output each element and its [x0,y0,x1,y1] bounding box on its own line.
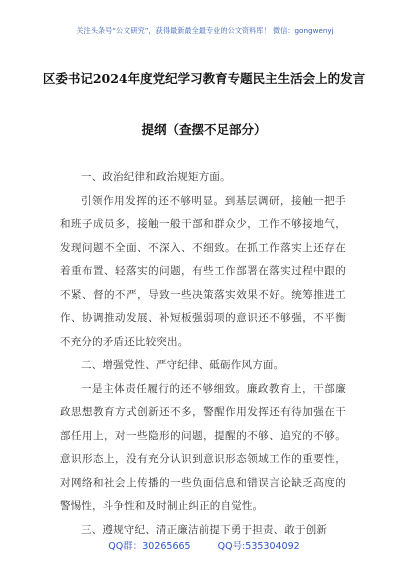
footer-contact [0,538,408,552]
document-title: 区委书记2024年度党纪学习教育专题民主生活会上的发言 [42,71,366,86]
body-paragraph-1: 引领作用发挥的还不够明显。到基层调研，接触一把手和班子成员多，接触一般干部和群众少，工作不够接地气，发现问题不全面、不深入、不细致。在抓工作落实上还存在着重布置、轻落实的问题，有些工作部署在落实过程中跟的不紧、督的不严，导致一些决策落实效果不好。统筹推进工作、协调推动发展、补短板强弱项的意识还不够强，不平衡不充分的矛盾还比较突出。 [60,194,346,348]
document-body [60,166,346,542]
body-paragraph-2: 一是主体责任履行的还不够细致。廉政教育上，干部廉政思想教育方式创新还不多，警醒作用发挥还有待加强在干部任用上，对一些隐形的问题，提醒的不够、追究的不够。意识形态上，没有充分认识到意识形态领域工作的重要性，对网络和社会上传播的一些负面信息和错误言论缺乏高度的警惕性，斗争性和及时制止纠正的自觉性。 [60,382,346,512]
section-heading-1: 一、政治纪律和政治规矩方面。 [81,171,231,183]
section-heading-2: 二、增强党性、严守纪律、砥砺作风方面。 [81,359,285,371]
document-subtitle: 提纲（查摆不足部分） [141,122,267,137]
header-notice: 关注头条号“公文研究”，获得最新最全最专业的公文资料库！ 微信：gongwenyj [76,26,334,35]
section-heading-3: 三、遵规守纪、清正廉洁前提下勇于担责、敢于创新 [81,523,328,536]
qq-number-link[interactable]: QQ号:535304092 [217,541,300,552]
qq-group-link[interactable]: QQ群：30265665 [108,541,191,552]
